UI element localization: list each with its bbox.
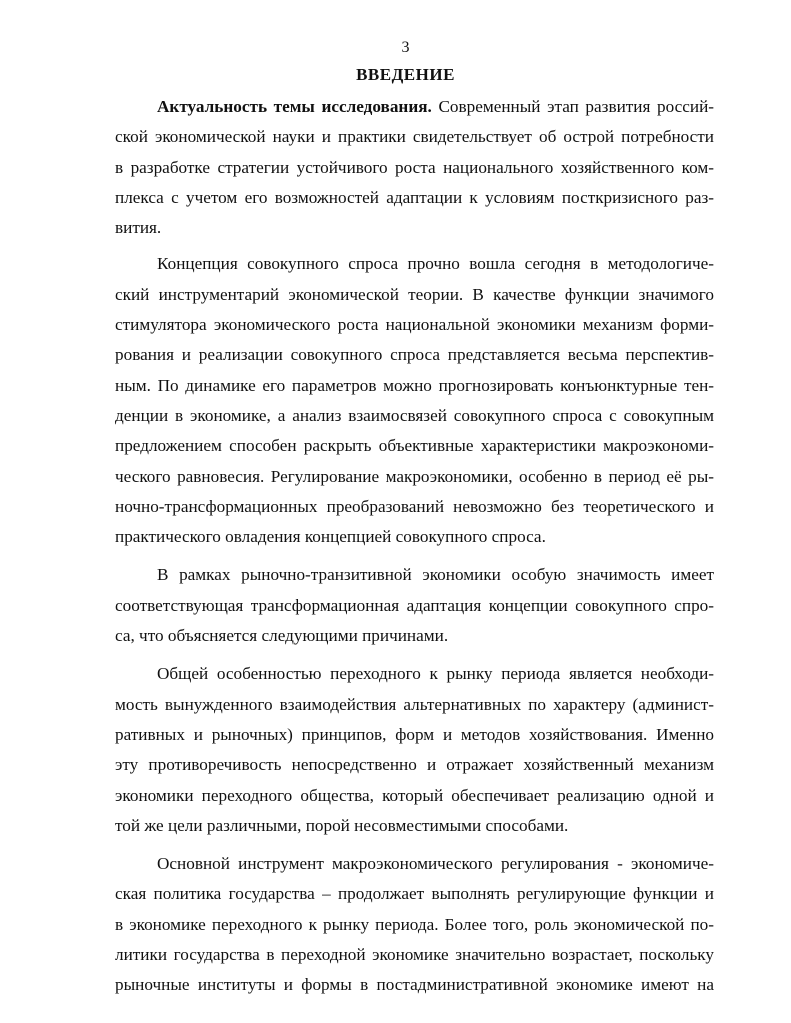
paragraph-5 (115, 849, 714, 1000)
text-line: рования и реализации совокупного спроса представляется весьма перспектив- (115, 345, 714, 365)
text-line: в разработке стратегии устойчивого роста национального хозяйственного ком- (115, 157, 714, 177)
text-line: денции в экономике, а анализ взаимосвязей совокупного спроса с совокупным (115, 405, 714, 425)
text-line: рыночные институты и формы в постадминистративной экономике имеют на (115, 975, 714, 995)
text-line: Основной инструмент макроэкономического регулирования - экономиче- (157, 854, 714, 874)
text-line (115, 92, 714, 122)
text-line: стимулятора экономического роста национальной экономики механизм форми- (115, 315, 714, 335)
text-line: ская политика государства – продолжает выполнять регулирующие функции и (115, 884, 714, 904)
text-line: ночно-трансформационных преобразований невозможно без теоретического и (115, 496, 714, 516)
text-line: плекса с учетом его возможностей адаптации к условиям посткризисного раз- (115, 187, 714, 207)
text-line: ской экономической науки и практики свидетельствует об острой потребности (115, 127, 714, 147)
text-line: Концепция совокупного спроса прочно вошла сегодня в методологиче- (157, 254, 714, 274)
text-line: вития. (115, 218, 162, 238)
page-number: 3 (401, 39, 410, 56)
document-body (115, 92, 714, 1001)
text-line: ческого равновесия. Регулирование макроэкономики, особенно в период её ры- (115, 466, 714, 486)
page-title: ВВЕДЕНИЕ (356, 65, 455, 84)
paragraph-2 (115, 249, 714, 552)
text-line: Общей особенностью переходного к рынку периода является необходи- (157, 664, 714, 684)
text-line: мость вынужденного взаимодействия альтернативных по характеру (админист- (115, 694, 714, 714)
text-line: в экономике переходного к рынку периода. Более того, роль экономической по- (115, 914, 714, 934)
text-line: предложением способен раскрыть объективные характеристики макроэкономи- (115, 436, 714, 456)
text-line: литики государства в переходной экономике значительно возрастает, поскольку (115, 945, 714, 965)
text-run: Современный этап развития россий- (431, 97, 714, 116)
paragraph-1 (115, 92, 714, 243)
text-line: экономики переходного общества, который обеспечивает реализацию одной и (115, 785, 714, 805)
text-line: ным. По динамике его параметров можно прогнозировать конъюнктурные тен- (115, 375, 714, 395)
text-line: эту противоречивость непосредственно и отражает хозяйственный механизм (115, 755, 714, 775)
text-line: практического овладения концепцией совокупного спроса. (115, 527, 546, 547)
section-lead: Актуальность темы исследования. (157, 97, 432, 116)
text-line: са, что объясняется следующими причинами. (115, 626, 449, 646)
text-line: В рамках рыночно-транзитивной экономики особую значимость имеет (157, 565, 714, 585)
paragraph-3 (115, 560, 714, 651)
paragraph-4 (115, 659, 714, 841)
text-line: ративных и рыночных) принципов, форм и методов хозяйствования. Именно (115, 724, 714, 744)
text-line: той же цели различными, порой несовместимыми способами. (115, 815, 569, 835)
text-line: соответствующая трансформационная адаптация концепции совокупного спро- (115, 595, 714, 615)
text-line: ский инструментарий экономической теории. В качестве функции значимого (115, 284, 714, 304)
